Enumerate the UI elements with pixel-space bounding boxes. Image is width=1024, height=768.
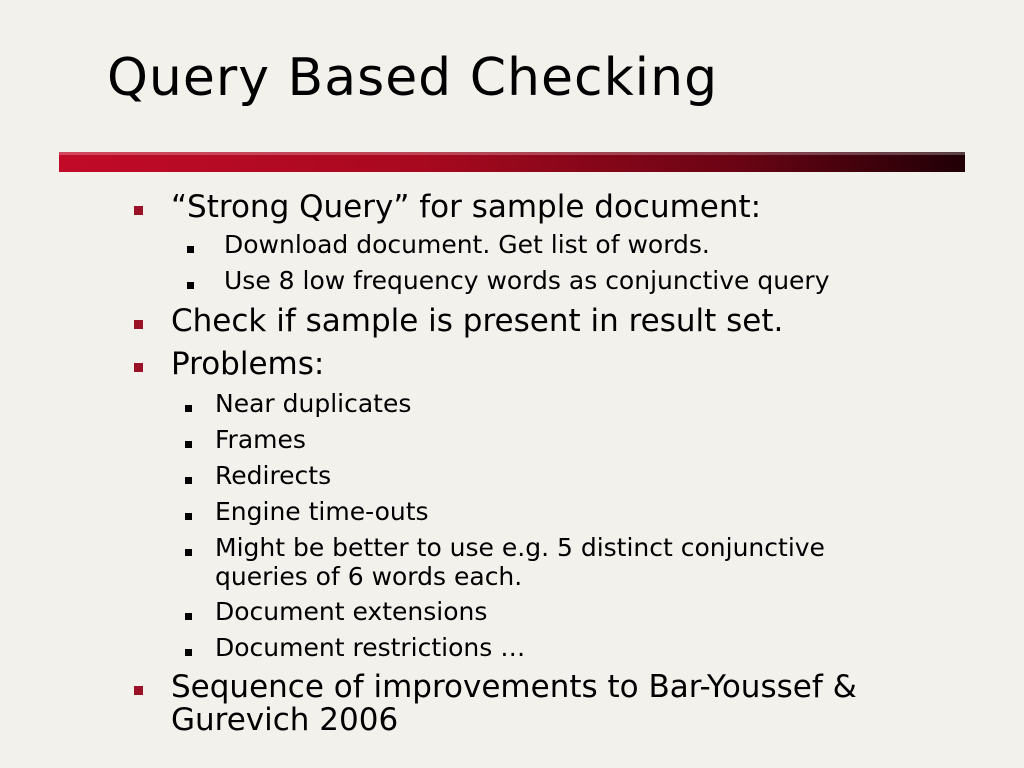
sub-bullet-extensions: Document extensions: [215, 597, 488, 626]
sub-bullet-download: Download document. Get list of words.: [224, 230, 710, 259]
bullet-strong-query: “Strong Query” for sample document:: [171, 189, 762, 225]
bullet-square-icon: [187, 246, 194, 253]
sub-bullet-better-line2: queries of 6 words each.: [215, 562, 523, 591]
bullet-square-icon: [185, 405, 192, 412]
sub-bullet-better-line1: Might be better to use e.g. 5 distinct conjunctive: [215, 533, 825, 562]
bullet-problems: Problems:: [171, 346, 325, 382]
sub-bullet-time-outs: Engine time-outs: [215, 497, 429, 526]
bullet-square-icon: [134, 320, 143, 329]
bullet-check-sample: Check if sample is present in result set.: [171, 303, 784, 339]
bullet-square-icon: [185, 513, 192, 520]
bullet-sequence-line2: Gurevich 2006: [171, 702, 399, 738]
sub-bullet-low-frequency: Use 8 low frequency words as conjunctive query: [224, 266, 830, 295]
sub-bullet-near-duplicates: Near duplicates: [215, 389, 412, 418]
bullet-square-icon: [185, 649, 192, 656]
bullet-square-icon: [134, 206, 143, 215]
sub-bullet-restrictions: Document restrictions …: [215, 633, 526, 662]
bullet-square-icon: [185, 441, 192, 448]
bullet-sequence-line1: Sequence of improvements to Bar-Youssef &: [171, 669, 857, 705]
bullet-square-icon: [134, 686, 143, 695]
bullet-square-icon: [185, 613, 192, 620]
bullet-square-icon: [187, 282, 194, 289]
sub-bullet-frames: Frames: [215, 425, 306, 454]
bullet-square-icon: [134, 363, 143, 372]
slide-title: Query Based Checking: [107, 48, 719, 108]
bullet-square-icon: [185, 549, 192, 556]
bullet-square-icon: [185, 477, 192, 484]
sub-bullet-redirects: Redirects: [215, 461, 332, 490]
